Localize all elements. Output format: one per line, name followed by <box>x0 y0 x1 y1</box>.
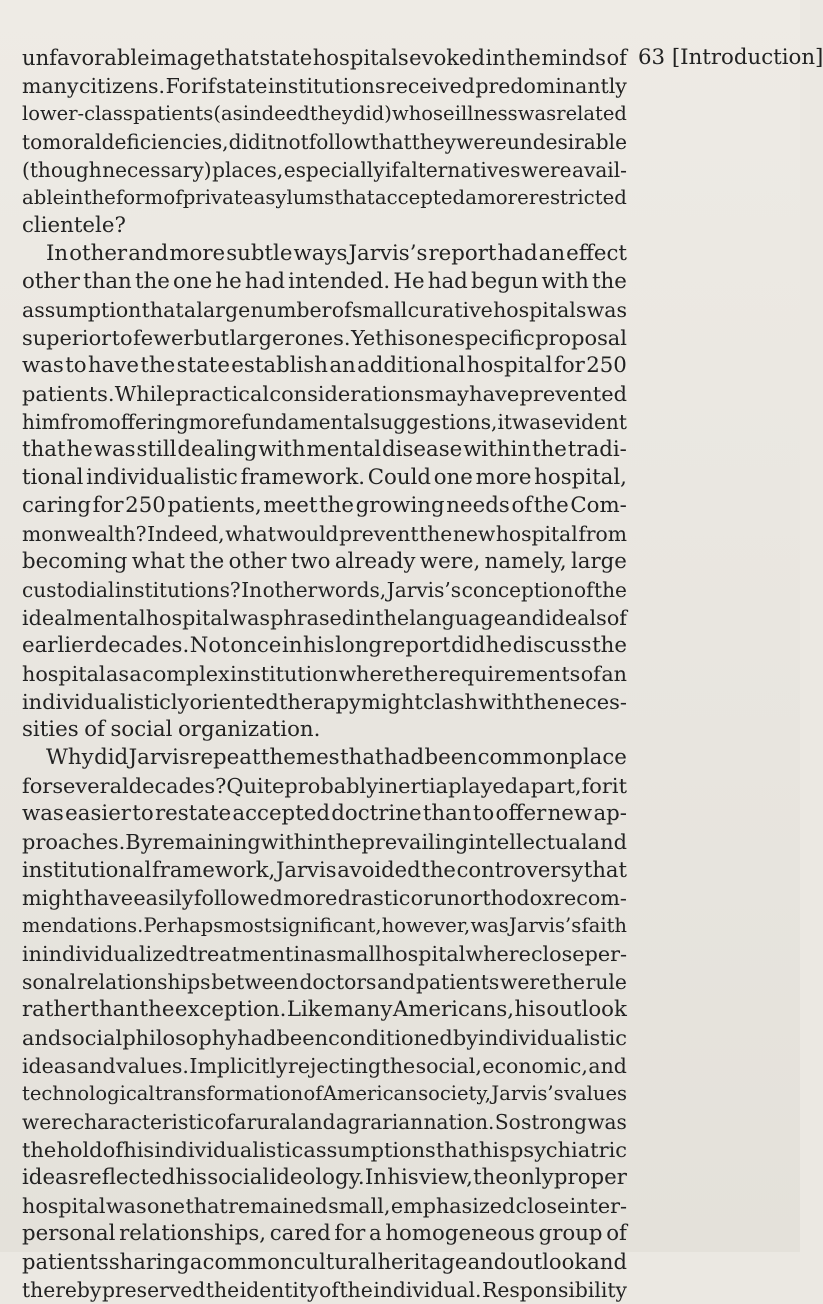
text-line: able in the form of private asylums that accepted a more restricted <box>22 186 627 209</box>
text-line: rather than the exception. Like many Americans, his outlook <box>22 997 627 1022</box>
text-line: ideas reflected his social ideology. In his view, the only proper <box>22 1165 627 1190</box>
text-line: were characteristic of a rural and agrarian nation. So strong was <box>22 1110 627 1134</box>
text-line: sonal relationships between doctors and patients were the rule <box>22 970 627 994</box>
text-line: the hold of his individualistic assumptions that his psychiatric <box>22 1138 627 1162</box>
text-line: tional individualistic framework. Could one more hospital, <box>22 465 627 490</box>
text-line: might have easily followed more drastic or unorthodox recom- <box>22 886 627 910</box>
text-line: proaches. By remaining within the prevailing intellectual and <box>22 830 627 854</box>
text-line: ideal mental hospital was phrased in the language and ideals of <box>22 606 627 630</box>
text-line: him from offering more fundamental suggestions, it was evident <box>22 410 627 434</box>
text-line: was to have the state establish an additional hospital for 250 <box>22 353 627 378</box>
text-line: monwealth? Indeed, what would prevent the new hospital from <box>22 522 627 546</box>
text-line: individualisticly oriented therapy might clash with the neces- <box>22 690 627 714</box>
text-line: to moral deficiencies, did it not follow that they were undesirable <box>22 130 627 154</box>
text-line: hospital was one that remained small, emphasized close inter- <box>22 1194 627 1218</box>
text-line: In other and more subtle ways Jarvis’s report had an effect <box>46 241 627 266</box>
text-line: was easier to restate accepted doctrine than to offer new ap- <box>22 801 627 826</box>
text-line: institutional framework, Jarvis avoided the controversy that <box>22 857 627 882</box>
text-line: and social philosophy had been conditioned by individualistic <box>22 1026 627 1050</box>
text-line: unfavorable image that state hospitals evoked in the minds of <box>22 45 627 70</box>
text-line: technological transformation of American society, Jarvis’s values <box>22 1082 627 1105</box>
text-line: superior to fewer but larger ones. Yet his one specific proposal <box>22 326 627 350</box>
running-head: 63 [Introduction] <box>638 45 823 70</box>
text-line: (though necessary) places, especially if alternatives were avail- <box>22 158 627 182</box>
text-line: other than the one he had intended. He had begun with the <box>22 269 627 294</box>
text-line: clientele? <box>22 213 126 238</box>
text-line: earlier decades. Not once in his long report did he discuss the <box>22 633 627 658</box>
text-line: ideas and values. Implicitly rejecting the social, economic, and <box>22 1054 627 1078</box>
text-line: custodial institutions? In other words, Jarvis’s conception of the <box>22 578 627 602</box>
text-line: for several decades? Quite probably inertia played a part, for it <box>22 774 627 798</box>
text-line: personal relationships, cared for a homogeneous group of <box>22 1221 627 1246</box>
text-line: sities of social organization. <box>22 717 321 742</box>
text-line: lower-class patients (as indeed they did) whose illness was related <box>22 102 627 125</box>
text-line: that he was still dealing with mental disease within the tradi- <box>22 437 627 462</box>
text-line: assumption that a large number of small curative hospitals was <box>22 298 627 322</box>
text-line: caring for 250 patients, meet the growing needs of the Com- <box>22 493 627 518</box>
body-text <box>22 44 627 1304</box>
text-line: patients sharing a common cultural heritage and outlook and <box>22 1249 627 1274</box>
text-line: mendations. Perhaps most significant, however, was Jarvis’s faith <box>22 914 627 937</box>
text-line: Why did Jarvis repeat themes that had been commonplace <box>46 745 627 770</box>
text-line: hospital as a complex institution where the requirements of an <box>22 662 627 686</box>
text-line: becoming what the other two already were, namely, large <box>22 549 627 574</box>
text-line: thereby preserved the identity of the individual. Responsibility <box>22 1278 627 1302</box>
text-line: many citizens. For if state institutions received predominantly <box>22 74 627 98</box>
text-line: in individualized treatment in a small hospital where close per- <box>22 942 627 966</box>
text-line: patients. While practical considerations may have prevented <box>22 382 627 406</box>
